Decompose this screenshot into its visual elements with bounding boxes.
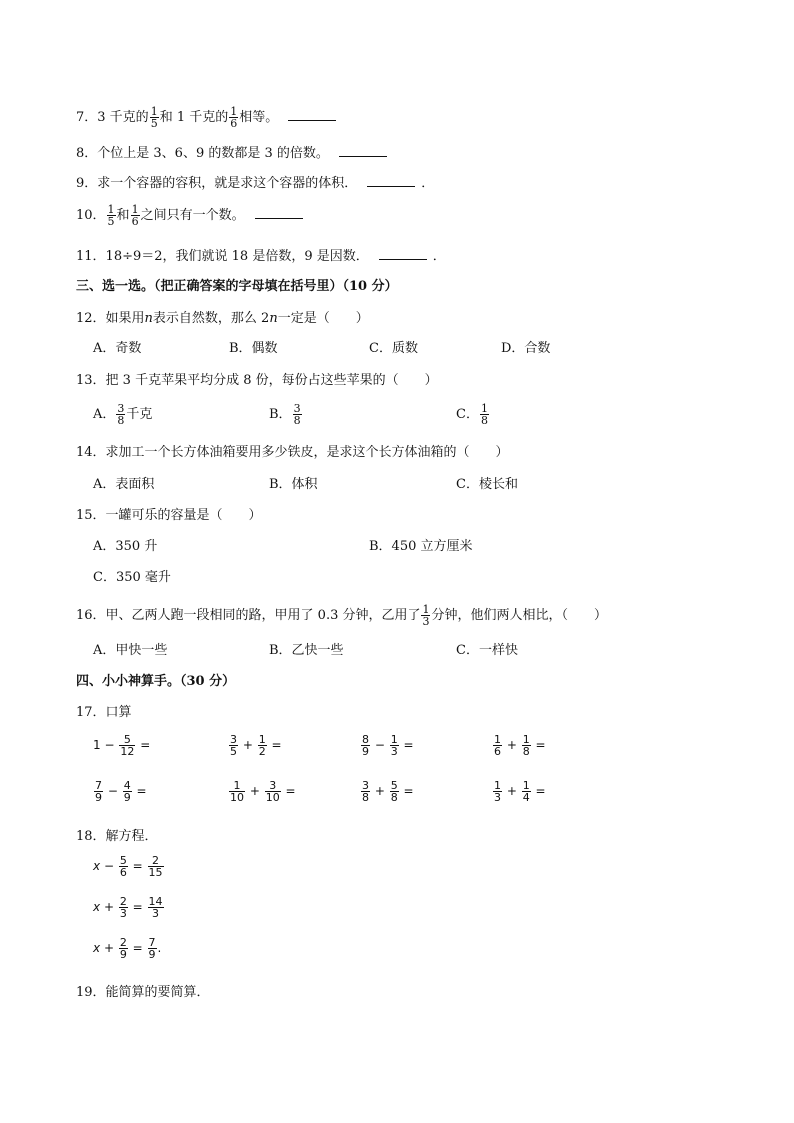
option-16b[interactable]: B．乙快一些 (269, 643, 344, 658)
calc-1-1: 1 − $\frac{5}{12}$ = (93, 733, 151, 758)
fraction: $\frac{1}{5}$ (107, 203, 115, 228)
question-15: 15．一罐可乐的容量是（ ） (76, 508, 262, 523)
option-13a[interactable]: A． $\frac{3}{8}$ 千克 (93, 402, 153, 427)
question-9: 9．求一个容器的容积，就是求这个容器的体积． ． (76, 176, 435, 191)
option-15a[interactable]: A．350 升 (93, 539, 158, 554)
fraction: $\frac{1}{6}$ (230, 105, 238, 130)
calc-2-4: $\frac{1}{3}$ + $\frac{1}{4}$ = (494, 779, 546, 804)
option-12b[interactable]: B．偶数 (229, 341, 278, 356)
equation-2: x + $\frac{2}{3}$ = $\frac{14}{3}$ (93, 895, 163, 920)
option-16c[interactable]: C．一样快 (456, 643, 518, 658)
question-18: 18．解方程． (76, 829, 158, 844)
option-13c[interactable]: C． $\frac{1}{8}$ (456, 402, 488, 427)
option-12d[interactable]: D．合数 (501, 341, 551, 356)
answer-blank[interactable] (339, 144, 387, 157)
section-4-heading: 四、小小神算手。（30 分） (76, 674, 236, 689)
answer-blank[interactable] (255, 206, 303, 219)
calc-2-1: $\frac{7}{9}$ − $\frac{4}{9}$ = (95, 779, 147, 804)
question-7: 7．3 千克的 $\frac{1}{5}$ 和 1 千克的 $\frac{1}{6}$ 相等。 (76, 106, 336, 129)
option-12a[interactable]: A．奇数 (93, 341, 142, 356)
option-14b[interactable]: B．体积 (269, 477, 318, 492)
calc-2-2: $\frac{1}{10}$ + $\frac{3}{10}$ = (230, 779, 296, 804)
option-16a[interactable]: A．甲快一些 (93, 643, 168, 658)
option-15c[interactable]: C．350 毫升 (93, 570, 171, 585)
equation-3: x + $\frac{2}{9}$ = $\frac{7}{9}$ . (93, 936, 162, 961)
answer-blank[interactable] (367, 174, 415, 187)
question-11: 11．18÷9＝2，我们就说 18 是倍数，9 是因数． ． (76, 249, 446, 264)
option-15b[interactable]: B．450 立方厘米 (369, 539, 473, 554)
section-3-heading: 三、选一选。（把正确答案的字母填在括号里）（10 分） (76, 279, 398, 294)
question-19: 19．能简算的要简算． (76, 985, 210, 1000)
question-14: 14．求加工一个长方体油箱要用多少铁皮，是求这个长方体油箱的（ ） (76, 445, 509, 460)
answer-blank[interactable] (288, 108, 336, 121)
answer-blank[interactable] (379, 247, 427, 260)
calc-1-2: $\frac{3}{5}$ + $\frac{1}{2}$ = (230, 733, 282, 758)
question-10: 10． $\frac{1}{5}$ 和 $\frac{1}{6}$ 之间只有一个数。 (76, 204, 303, 227)
calc-1-4: $\frac{1}{6}$ + $\frac{1}{8}$ = (494, 733, 546, 758)
question-8: 8．个位上是 3、6、9 的数都是 3 的倍数。 (76, 144, 387, 163)
question-13: 13．把 3 千克苹果平均分成 8 份，每份占这些苹果的（ ） (76, 373, 438, 388)
fraction: $\frac{1}{6}$ (131, 203, 139, 228)
option-12c[interactable]: C．质数 (369, 341, 418, 356)
question-17: 17．口算 (76, 705, 132, 720)
fraction: $\frac{1}{3}$ (422, 603, 430, 628)
calc-2-3: $\frac{3}{8}$ + $\frac{5}{8}$ = (362, 779, 414, 804)
calc-1-3: $\frac{8}{9}$ − $\frac{1}{3}$ = (362, 733, 414, 758)
fraction: $\frac{1}{5}$ (150, 105, 158, 130)
question-12: 12．如果用n表示自然数，那么 2n一定是（ ） (76, 311, 369, 326)
equation-1: x − $\frac{5}{6}$ = $\frac{2}{15}$ (93, 854, 163, 879)
option-13b[interactable]: B． $\frac{3}{8}$ (269, 402, 301, 427)
option-14c[interactable]: C．棱长和 (456, 477, 518, 492)
question-16: 16．甲、乙两人跑一段相同的路，甲用了 0.3 分钟，乙用了 $\frac{1}{3}$ 分钟，他们两人相比，（ ） (76, 603, 607, 628)
option-14a[interactable]: A．表面积 (93, 477, 155, 492)
